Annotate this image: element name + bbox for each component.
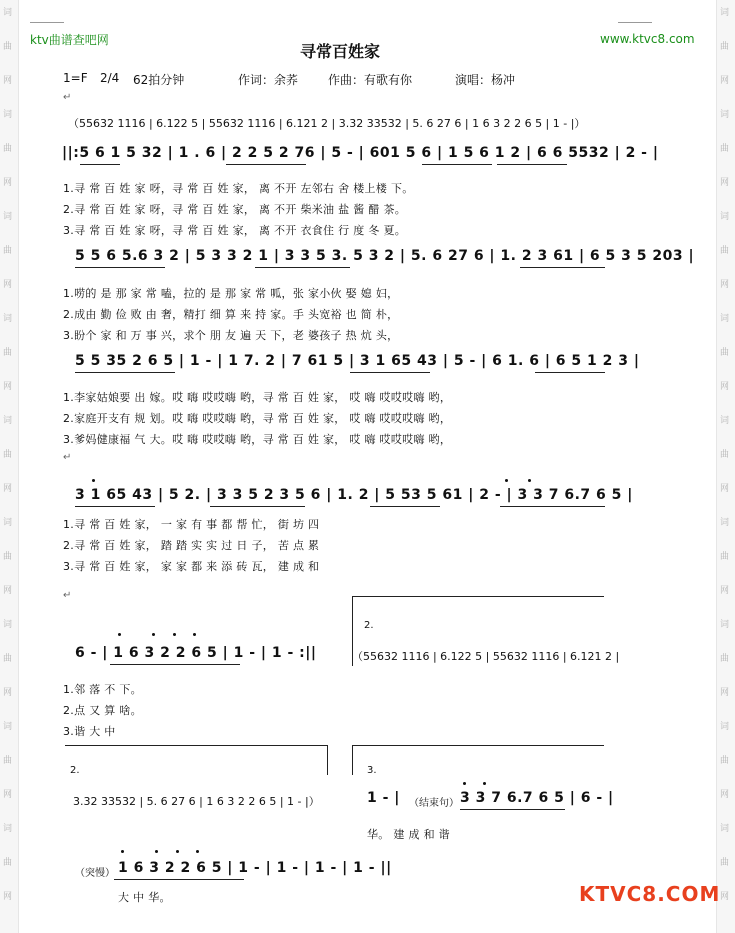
side-watermark-char: 网 bbox=[720, 76, 730, 86]
side-watermark-char: 曲 bbox=[720, 552, 730, 562]
ending1-lyric-line2: 2.点 又 算 啥。 bbox=[63, 704, 142, 717]
key-signature: 1=F bbox=[63, 71, 88, 85]
side-watermark-char: 词 bbox=[3, 416, 13, 426]
side-watermark-char: 词 bbox=[720, 620, 730, 630]
side-watermark-char: 网 bbox=[3, 586, 13, 596]
section4-lyric-line3: 3.寻 常 百 姓 家， 家 家 都 来 添 砖 瓦， 建 成 和 bbox=[63, 560, 320, 573]
high-octave-dot bbox=[463, 782, 466, 785]
side-watermark-char: 网 bbox=[720, 280, 730, 290]
site-url-right: www.ktvc8.com bbox=[600, 32, 695, 46]
ending1-lyric-line3: 3.谐 大 中 bbox=[63, 725, 116, 738]
side-watermark-char: 曲 bbox=[3, 450, 13, 460]
section3-notes: 5 5 35 2 6 5 | 1 - | 1 7. 2 | 7 61 5 | 3 1 65 43 | 5 - | 6 1. 6 | 6 5 1 2 3 | bbox=[75, 353, 640, 369]
underline-beam bbox=[114, 879, 244, 880]
volta3-notes-b: 3 3 7 6.7 6 5 | 6 - | bbox=[460, 790, 614, 806]
side-watermark-char: 曲 bbox=[3, 246, 13, 256]
side-watermark-char: 曲 bbox=[720, 756, 730, 766]
side-watermark-char: 曲 bbox=[3, 552, 13, 562]
side-watermark-char: 曲 bbox=[720, 654, 730, 664]
side-watermark-char: 网 bbox=[3, 892, 13, 902]
ending1-notes: 6 - | 1 6 3 2 2 6 5 | 1 - | 1 - :|| bbox=[75, 645, 317, 661]
side-watermark-char: 网 bbox=[720, 892, 730, 902]
side-watermark-char: 词 bbox=[720, 416, 730, 426]
side-watermark-char: 网 bbox=[720, 790, 730, 800]
prelude-notation: （55632 1116 | 6.122 5 | 55632 1116 | 6.121 2 | 3.32 33532 | 5. 6 27 6 | 1 6 3 2 2 6 5 | 1 - |） bbox=[68, 117, 586, 130]
side-watermark-char: 网 bbox=[3, 178, 13, 188]
volta-bracket-horizontal bbox=[65, 745, 327, 746]
side-watermark-char: 曲 bbox=[720, 450, 730, 460]
side-watermark-char: 网 bbox=[3, 484, 13, 494]
underline-beam bbox=[535, 372, 605, 373]
ending-phrase-tag: （结束句） bbox=[409, 798, 459, 809]
return-mark: ↵ bbox=[63, 590, 72, 601]
section1-lyric-line3: 3.寻 常 百 姓 家 呀，寻 常 百 姓 家， 离 不开 衣食住 行 度 冬 夏。 bbox=[63, 224, 407, 237]
side-watermark-char: 词 bbox=[720, 212, 730, 222]
underline-beam bbox=[75, 267, 165, 268]
ending1-prelude-repeat: （55632 1116 | 6.122 5 | 55632 1116 | 6.121 2 | bbox=[352, 650, 620, 663]
section2-notes: 5 5 6 5.6 3 2 | 5 3 3 2 1 | 3 3 5 3. 5 3 2 | 5. 6 27 6 | 1. 2 3 61 | 6 5 3 5 203 | bbox=[75, 248, 695, 264]
volta3-lyrics: 华。 建 成 和 谐 bbox=[367, 828, 450, 841]
side-watermark-char: 曲 bbox=[3, 144, 13, 154]
underline-beam bbox=[226, 164, 306, 165]
ending1-lyric-line1: 1.邻 落 不 下。 bbox=[63, 683, 142, 696]
side-watermark-char: 曲 bbox=[3, 654, 13, 664]
lyricist: 作词：余荞 bbox=[238, 73, 299, 87]
underline-beam bbox=[350, 372, 430, 373]
side-watermark-char: 曲 bbox=[720, 144, 730, 154]
section1-lyric-line2: 2.寻 常 百 姓 家 呀，寻 常 百 姓 家， 离 不开 柴米油 盐 酱 醋 茶。 bbox=[63, 203, 407, 216]
side-watermark-char: 词 bbox=[720, 314, 730, 324]
side-watermark-char: 词 bbox=[3, 518, 13, 528]
corner-mark-left bbox=[30, 22, 64, 23]
return-mark: ↵ bbox=[63, 92, 72, 103]
high-octave-dot bbox=[193, 633, 196, 636]
section4-notes: 3 1 65 43 | 5 2. | 3 3 5 2 3 5 6 | 1. 2 | 5 53 5 61 | 2 - | 3 3 7 6.7 6 5 | bbox=[75, 487, 633, 503]
section2-lyric-line2: 2.成由 勤 俭 败 由 奢，精打 细 算 来 持 家。手 头宽裕 也 简 朴， bbox=[63, 308, 399, 321]
underline-beam bbox=[500, 506, 605, 507]
ktvc8-logo: KTVC8.COM bbox=[579, 882, 721, 906]
side-watermark-char: 词 bbox=[720, 518, 730, 528]
underline-beam bbox=[497, 164, 567, 165]
side-watermark-char: 网 bbox=[720, 484, 730, 494]
side-watermark-char: 词 bbox=[3, 314, 13, 324]
underline-beam bbox=[255, 267, 350, 268]
high-octave-dot bbox=[173, 633, 176, 636]
tempo: 62拍分钟 bbox=[133, 73, 185, 87]
left-margin-strip bbox=[0, 0, 19, 933]
high-octave-dot bbox=[505, 479, 508, 482]
side-watermark-char: 曲 bbox=[720, 858, 730, 868]
side-watermark-char: 词 bbox=[3, 620, 13, 630]
high-octave-dot bbox=[152, 633, 155, 636]
section4-lyric-line1: 1.寻 常 百 姓 家， 一 家 有 事 都 帮 忙， 街 坊 四 bbox=[63, 518, 320, 531]
volta-bracket-horizontal bbox=[352, 745, 604, 746]
volta-bracket-vertical bbox=[327, 745, 328, 775]
underline-beam bbox=[80, 164, 120, 165]
high-octave-dot bbox=[155, 850, 158, 853]
high-octave-dot bbox=[118, 633, 121, 636]
volta-bracket-vertical bbox=[352, 745, 353, 775]
side-watermark-char: 曲 bbox=[720, 246, 730, 256]
section3-lyric-line3: 3.爹妈健康福 气 大。哎 嗨 哎哎嗨 哟，寻 常 百 姓 家， 哎 嗨 哎哎哎嗨 哟， bbox=[63, 433, 452, 446]
side-watermark-char: 曲 bbox=[3, 42, 13, 52]
underline-beam bbox=[110, 664, 240, 665]
side-watermark-char: 网 bbox=[720, 586, 730, 596]
side-watermark-char: 曲 bbox=[720, 42, 730, 52]
right-margin-strip bbox=[716, 0, 735, 933]
side-watermark-char: 词 bbox=[3, 722, 13, 732]
underline-beam bbox=[75, 506, 155, 507]
volta2-notes: 3.32 33532 | 5. 6 27 6 | 1 6 3 2 2 6 5 | 1 - |） bbox=[73, 795, 320, 808]
section3-lyric-line2: 2.家庭开支有 规 划。哎 嗨 哎哎嗨 哟，寻 常 百 姓 家， 哎 嗨 哎哎哎嗨 哟， bbox=[63, 412, 452, 425]
section1-notes: ||:5 6 1 5 32 | 1 . 6 | 2 2 5 2 76 | 5 - | 601 5 6 | 1 5 6 1 2 | 6 6 5532 | 2 - | bbox=[62, 145, 659, 161]
side-watermark-char: 词 bbox=[3, 824, 13, 834]
underline-beam bbox=[422, 164, 492, 165]
side-watermark-char: 曲 bbox=[3, 348, 13, 358]
volta3-notes-a: 1 - | bbox=[367, 790, 400, 806]
side-watermark-char: 网 bbox=[720, 178, 730, 188]
side-watermark-char: 词 bbox=[720, 824, 730, 834]
underline-beam bbox=[520, 267, 605, 268]
volta-bracket-horizontal bbox=[352, 596, 604, 597]
side-watermark-char: 网 bbox=[720, 382, 730, 392]
high-octave-dot bbox=[483, 782, 486, 785]
high-octave-dot bbox=[92, 479, 95, 482]
side-watermark-char: 网 bbox=[3, 76, 13, 86]
side-watermark-char: 词 bbox=[3, 212, 13, 222]
section4-lyric-line2: 2.寻 常 百 姓 家， 踏 踏 实 实 过 日 子， 苦 点 累 bbox=[63, 539, 320, 552]
slowdown-tag: （突慢） bbox=[75, 868, 115, 879]
underline-beam bbox=[460, 809, 565, 810]
section3-lyric-line1: 1.李家姑娘要 出 嫁。哎 嗨 哎哎嗨 哟，寻 常 百 姓 家， 哎 嗨 哎哎哎嗨 哟， bbox=[63, 391, 452, 404]
underline-beam bbox=[370, 506, 440, 507]
finale-lyrics: 大 中 华。 bbox=[118, 891, 171, 904]
singer: 演唱：杨冲 bbox=[455, 73, 516, 87]
side-watermark-char: 曲 bbox=[3, 858, 13, 868]
corner-mark-right bbox=[618, 22, 652, 23]
underline-beam bbox=[210, 506, 305, 507]
composer: 作曲：有歌有你 bbox=[328, 73, 413, 87]
side-watermark-char: 词 bbox=[720, 110, 730, 120]
side-watermark-char: 网 bbox=[3, 280, 13, 290]
side-watermark-char: 网 bbox=[720, 688, 730, 698]
side-watermark-char: 词 bbox=[3, 8, 13, 18]
section2-lyric-line1: 1.唠的 是 那 家 常 嗑，拉的 是 那 家 常 呱，张 家小伙 娶 媳 妇， bbox=[63, 287, 399, 300]
volta-label-2b: 2. bbox=[70, 765, 80, 776]
site-name-left: ktv曲谱查吧网 bbox=[30, 33, 109, 47]
finale-notes: 1 6 3 2 2 6 5 | 1 - | 1 - | 1 - | 1 - || bbox=[118, 860, 392, 876]
side-watermark-char: 词 bbox=[720, 722, 730, 732]
side-watermark-char: 曲 bbox=[3, 756, 13, 766]
side-watermark-char: 词 bbox=[3, 110, 13, 120]
high-octave-dot bbox=[528, 479, 531, 482]
section2-lyric-line3: 3.盼个 家 和 万 事 兴，求个 朋 友 遍 天 下，老 婆孩子 热 炕 头， bbox=[63, 329, 399, 342]
high-octave-dot bbox=[196, 850, 199, 853]
section1-lyric-line1: 1.寻 常 百 姓 家 呀，寻 常 百 姓 家， 离 不开 左邻右 舍 楼上楼 下。 bbox=[63, 182, 414, 195]
volta-label-3: 3. bbox=[367, 765, 377, 776]
underline-beam bbox=[75, 372, 175, 373]
side-watermark-char: 网 bbox=[3, 790, 13, 800]
high-octave-dot bbox=[176, 850, 179, 853]
song-title: 寻常百姓家 bbox=[300, 42, 381, 61]
return-mark: ↵ bbox=[63, 452, 72, 463]
side-watermark-char: 网 bbox=[3, 382, 13, 392]
time-signature: 2/4 bbox=[100, 71, 120, 85]
side-watermark-char: 网 bbox=[3, 688, 13, 698]
high-octave-dot bbox=[121, 850, 124, 853]
volta-label-2: 2. bbox=[364, 620, 374, 631]
side-watermark-char: 词 bbox=[720, 8, 730, 18]
side-watermark-char: 曲 bbox=[720, 348, 730, 358]
